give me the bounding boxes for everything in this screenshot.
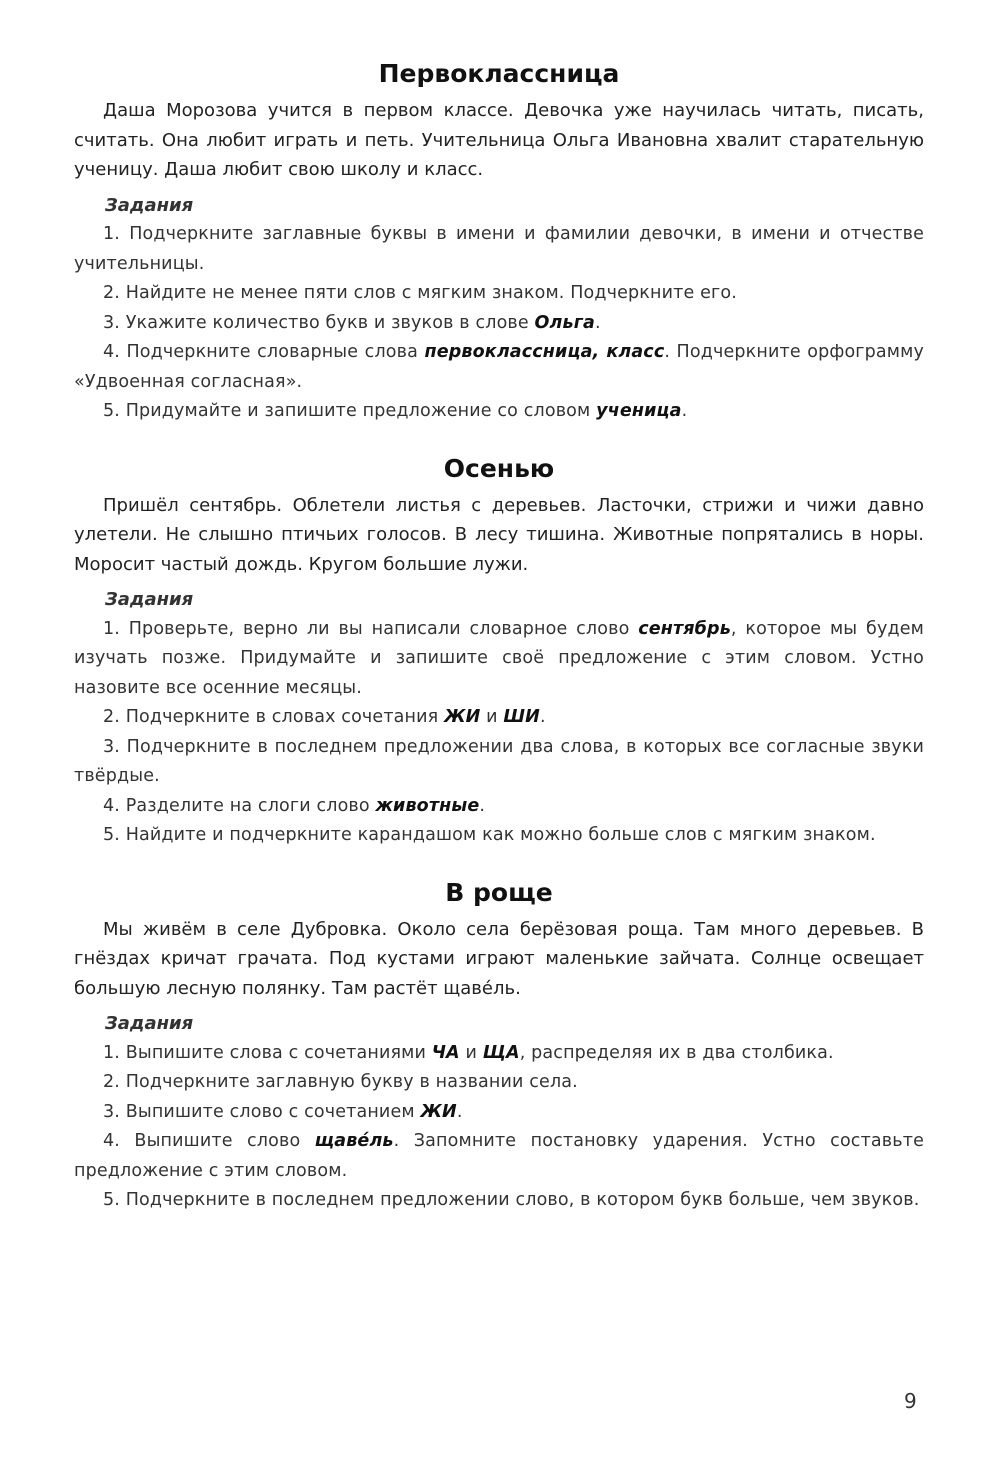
tasks-heading: Задания (105, 589, 194, 610)
task-item (74, 733, 924, 792)
task-text: . (594, 312, 601, 333)
task-text: 5. Придумайте и запишите предложение со словом (103, 401, 597, 421)
page-number: 9 (904, 1389, 917, 1413)
tasks-heading: Задания (105, 1013, 194, 1034)
section-title: В роще (445, 877, 553, 907)
task-list (74, 1039, 924, 1216)
task-item (74, 792, 924, 822)
task-list (74, 615, 924, 851)
task-text: . Подчеркните орфограмму «Удвоенная согласная». (74, 342, 924, 392)
task-text: 5. Найдите и подчеркните карандашом как можно больше слов с мягким знаком. (103, 825, 876, 845)
task-keyword: ЖИ (420, 1101, 457, 1122)
task-text: 1. Подчеркните заглавные буквы в имени и фамилии девочки, в имени и отчестве учительницы. (74, 224, 924, 274)
task-item (74, 1186, 924, 1216)
section-title: Осенью (443, 453, 555, 483)
tasks-heading: Задания (105, 194, 194, 216)
task-text: . (456, 1101, 463, 1122)
task-item (74, 1098, 924, 1128)
task-item (74, 338, 924, 397)
task-text: 4. Выпишите слово (103, 1131, 315, 1151)
task-text: 5. Подчеркните в последнем предложении слово, в котором букв больше, чем звуков. (103, 1190, 920, 1210)
task-keyword: первоклассница, класс (424, 342, 665, 362)
task-text: . (539, 707, 546, 727)
task-keyword: ЖИ (444, 707, 481, 727)
task-text: 1. Проверьте, верно ли вы написали словарное слово (103, 618, 639, 639)
task-item (74, 615, 924, 704)
task-keyword: Ольга (534, 312, 595, 333)
task-keyword: щаве́ль (314, 1131, 394, 1151)
task-text: 2. Подчеркните в словах сочетания (103, 707, 445, 727)
task-text: и (480, 707, 504, 727)
task-item (74, 309, 924, 339)
task-text: 1. Выпишите слова с сочетаниями (103, 1042, 432, 1063)
section-in-the-grove (74, 877, 924, 1216)
task-keyword: ЧА (431, 1042, 460, 1063)
task-item (74, 703, 924, 733)
task-item (74, 279, 924, 309)
task-text: 2. Подчеркните заглавную букву в названии села. (103, 1072, 578, 1092)
task-text: , распределяя их в два столбика. (519, 1042, 834, 1063)
section-first-grader (74, 58, 924, 427)
section-autumn (74, 453, 924, 851)
task-item (74, 1127, 924, 1186)
task-keyword: ученица (596, 401, 682, 421)
task-text: 3. Укажите количество букв и звуков в слове (103, 312, 535, 333)
task-item (74, 821, 924, 851)
task-text: 4. Разделите на слоги слово (103, 795, 376, 816)
section-title: Первоклассница (378, 59, 620, 88)
task-keyword: сентябрь (638, 618, 731, 639)
task-keyword: животные (375, 795, 480, 816)
task-keyword: ШИ (503, 707, 540, 727)
task-text: . (681, 401, 688, 421)
task-text: 3. Подчеркните в последнем предложении два слова, в которых все согласные звуки твёрдые. (74, 736, 924, 786)
task-text: 4. Подчеркните словарные слова (103, 342, 425, 362)
section-text: Даша Морозова учится в первом классе. Девочка уже научилась читать, писать, считать. Она любит играть и петь. Учительница Ольга Ивановна хвалит старательную ученицу. Даша любит свою школу и класс. (74, 100, 924, 180)
task-text: 2. Найдите не менее пяти слов с мягким знаком. Подчеркните его. (103, 283, 737, 303)
task-list (74, 220, 924, 427)
section-text: Мы живём в селе Дубровка. Около села берёзовая роща. Там много деревьев. В гнёздах кричат грачата. Под кустами играют маленькие зайчата. Солнце освещает большую лесную полянку. Там растёт щаве́ль. (74, 918, 924, 999)
task-item (74, 220, 924, 279)
task-text: 3. Выпишите слово с сочетанием (103, 1101, 421, 1122)
task-text: . Запомните постановку ударения. Устно составьте предложение с этим словом. (74, 1131, 924, 1181)
task-text: и (459, 1042, 483, 1063)
task-item (74, 1039, 924, 1069)
section-text: Пришёл сентябрь. Облетели листья с деревьев. Ласточки, стрижи и чижи давно улетели. Не слышно птичьих голосов. В лесу тишина. Животные попрятались в норы. Моросит частый дождь. Кругом большие лужи. (74, 494, 924, 575)
task-text: , которое мы будем изучать позже. Придумайте и запишите своё предложение с этим словом. Устно назовите все осенние месяцы. (74, 618, 924, 698)
task-text: . (479, 795, 486, 816)
page-content (74, 58, 924, 1242)
task-item (74, 397, 924, 427)
task-item (74, 1068, 924, 1098)
task-keyword: ЩА (482, 1042, 520, 1063)
